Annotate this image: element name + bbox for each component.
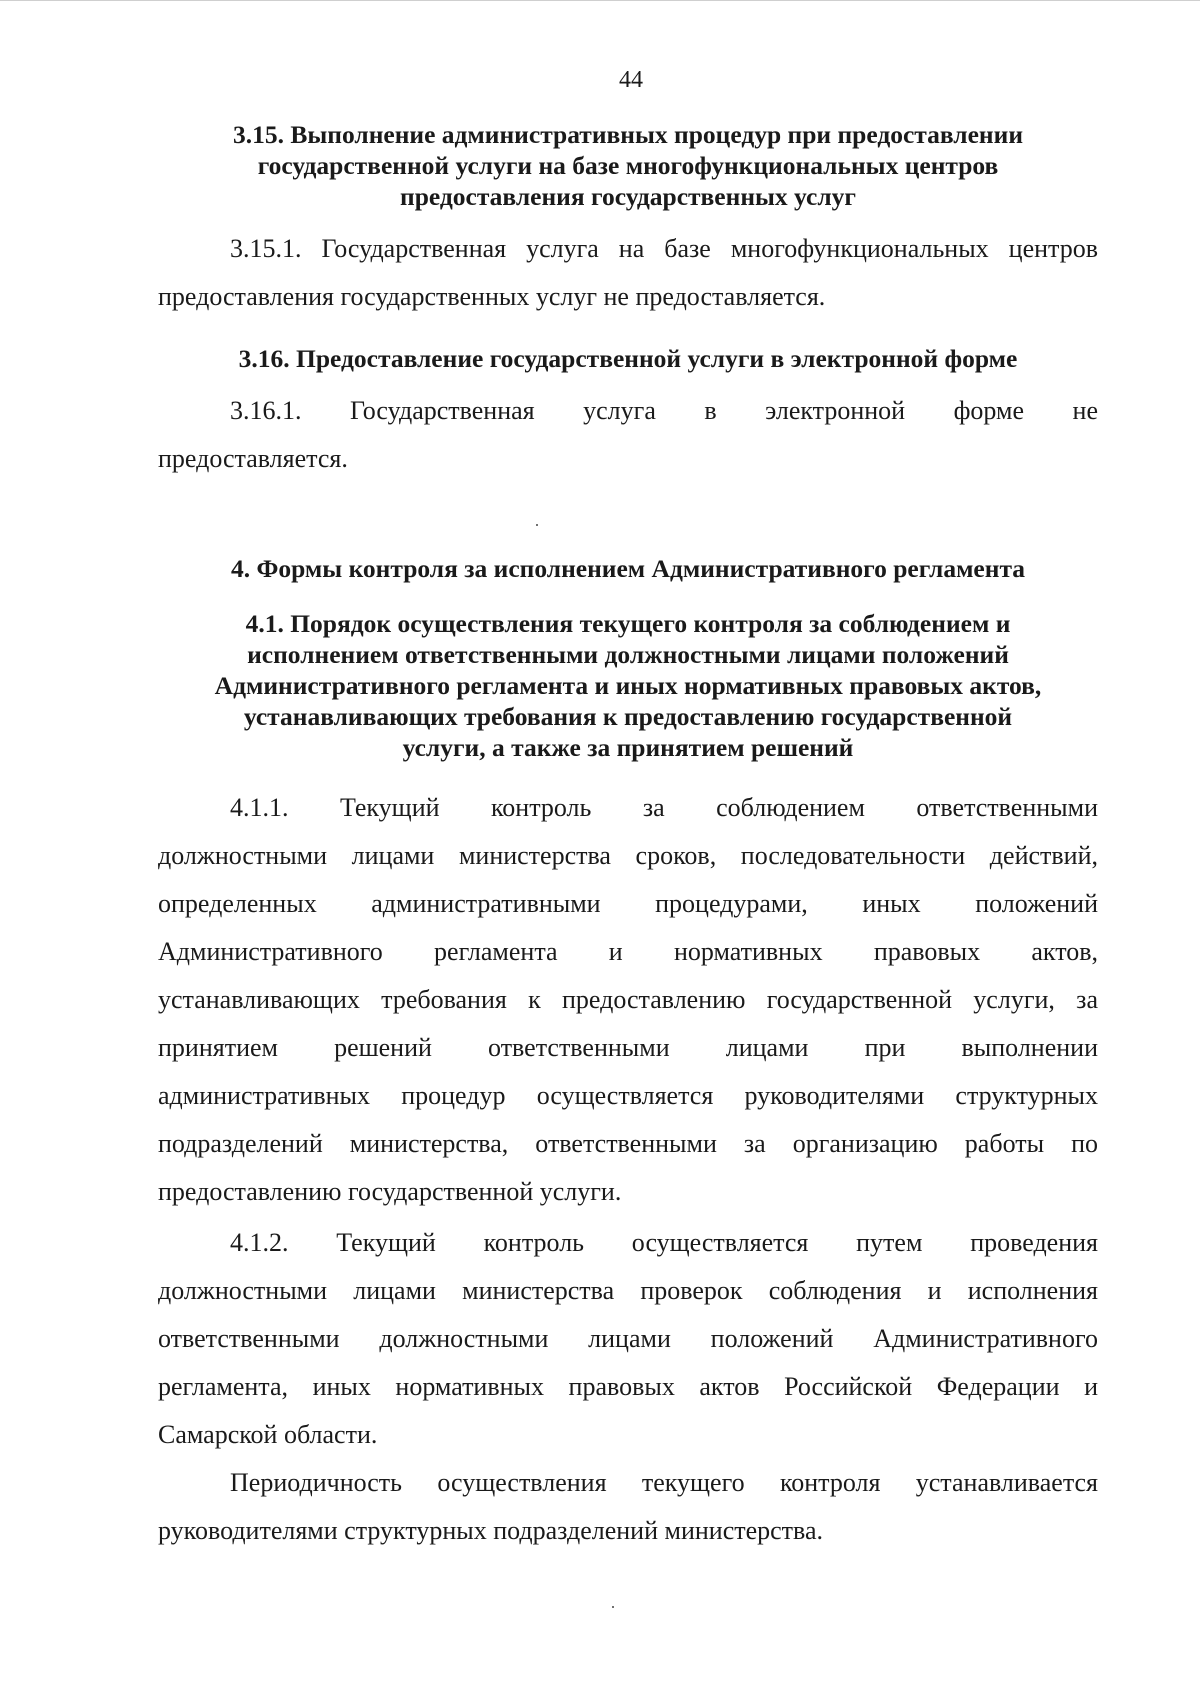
paragraph-line: 3.16.1. Государственная услуга в электронной форме не (230, 396, 1098, 425)
heading-line: 3.15. Выполнение административных процедур при предоставлении (232, 120, 1024, 149)
paragraph-line: должностными лицами министерства проверок соблюдения и исполнения (158, 1276, 1098, 1305)
paragraph-line: Административного регламента и нормативных правовых актов, (158, 937, 1098, 966)
heading-line: Административного регламента и иных нормативных правовых актов, (214, 671, 1042, 700)
paragraph-periodicity (158, 1459, 1098, 1555)
paragraph-line: предоставлению государственной услуги. (158, 1177, 622, 1206)
page-number: 44 (619, 67, 643, 93)
paragraph-line: административных процедур осуществляется руководителями структурных (158, 1081, 1098, 1110)
paragraph-line: должностными лицами министерства сроков, последовательности действий, (158, 841, 1098, 870)
paragraph-3-15-1 (158, 225, 1098, 321)
paragraph-line: руководителями структурных подразделений министерства. (158, 1516, 824, 1545)
heading-line: государственной услуги на базе многофункциональных центров (257, 151, 999, 180)
heading-line: услуги, а также за принятием решений (402, 733, 854, 762)
section-4-heading (158, 553, 1098, 584)
heading-line: 3.16. Предоставление государственной услуги в электронной форме (238, 344, 1018, 373)
paragraph-line: принятием решений ответственными лицами при выполнении (158, 1033, 1098, 1062)
paragraph-line: предоставляется. (158, 444, 348, 473)
paragraph-line: Самарской области. (158, 1420, 378, 1449)
paragraph-line: определенных административными процедурами, иных положений (158, 889, 1098, 918)
paragraph-4-1-2 (158, 1219, 1098, 1459)
paragraph-line: предоставления государственных услуг не предоставляется. (158, 282, 826, 311)
heading-line: предоставления государственных услуг (400, 182, 856, 211)
heading-line: исполнением ответственными должностными лицами положений (247, 640, 1009, 669)
paragraph-line: регламента, иных нормативных правовых актов Российской Федерации и (158, 1372, 1098, 1401)
heading-line: 4. Формы контроля за исполнением Административного регламента (230, 554, 1026, 583)
heading-line: устанавливающих требования к предоставлению государственной (243, 702, 1013, 731)
scan-speck (612, 1606, 614, 1608)
heading-line: 4.1. Порядок осуществления текущего контроля за соблюдением и (245, 609, 1011, 638)
scan-speck (536, 524, 538, 526)
paragraph-line: 3.15.1. Государственная услуга на базе многофункциональных центров (230, 234, 1098, 263)
paragraph-line: Периодичность осуществления текущего контроля устанавливается (230, 1468, 1098, 1497)
section-3-16-heading (158, 343, 1098, 374)
section-4-1-heading (158, 608, 1098, 763)
paragraph-line: ответственными должностными лицами положений Административного (158, 1324, 1098, 1353)
paragraph-line: 4.1.2. Текущий контроль осуществляется путем проведения (230, 1228, 1098, 1257)
section-3-15-heading (158, 119, 1098, 212)
paragraph-line: 4.1.1. Текущий контроль за соблюдением ответственными (230, 793, 1098, 822)
paragraph-line: подразделений министерства, ответственными за организацию работы по (158, 1129, 1098, 1158)
paragraph-line: устанавливающих требования к предоставлению государственной услуги, за (158, 985, 1098, 1014)
paragraph-4-1-1 (158, 784, 1098, 1216)
paragraph-3-16-1 (158, 387, 1098, 483)
